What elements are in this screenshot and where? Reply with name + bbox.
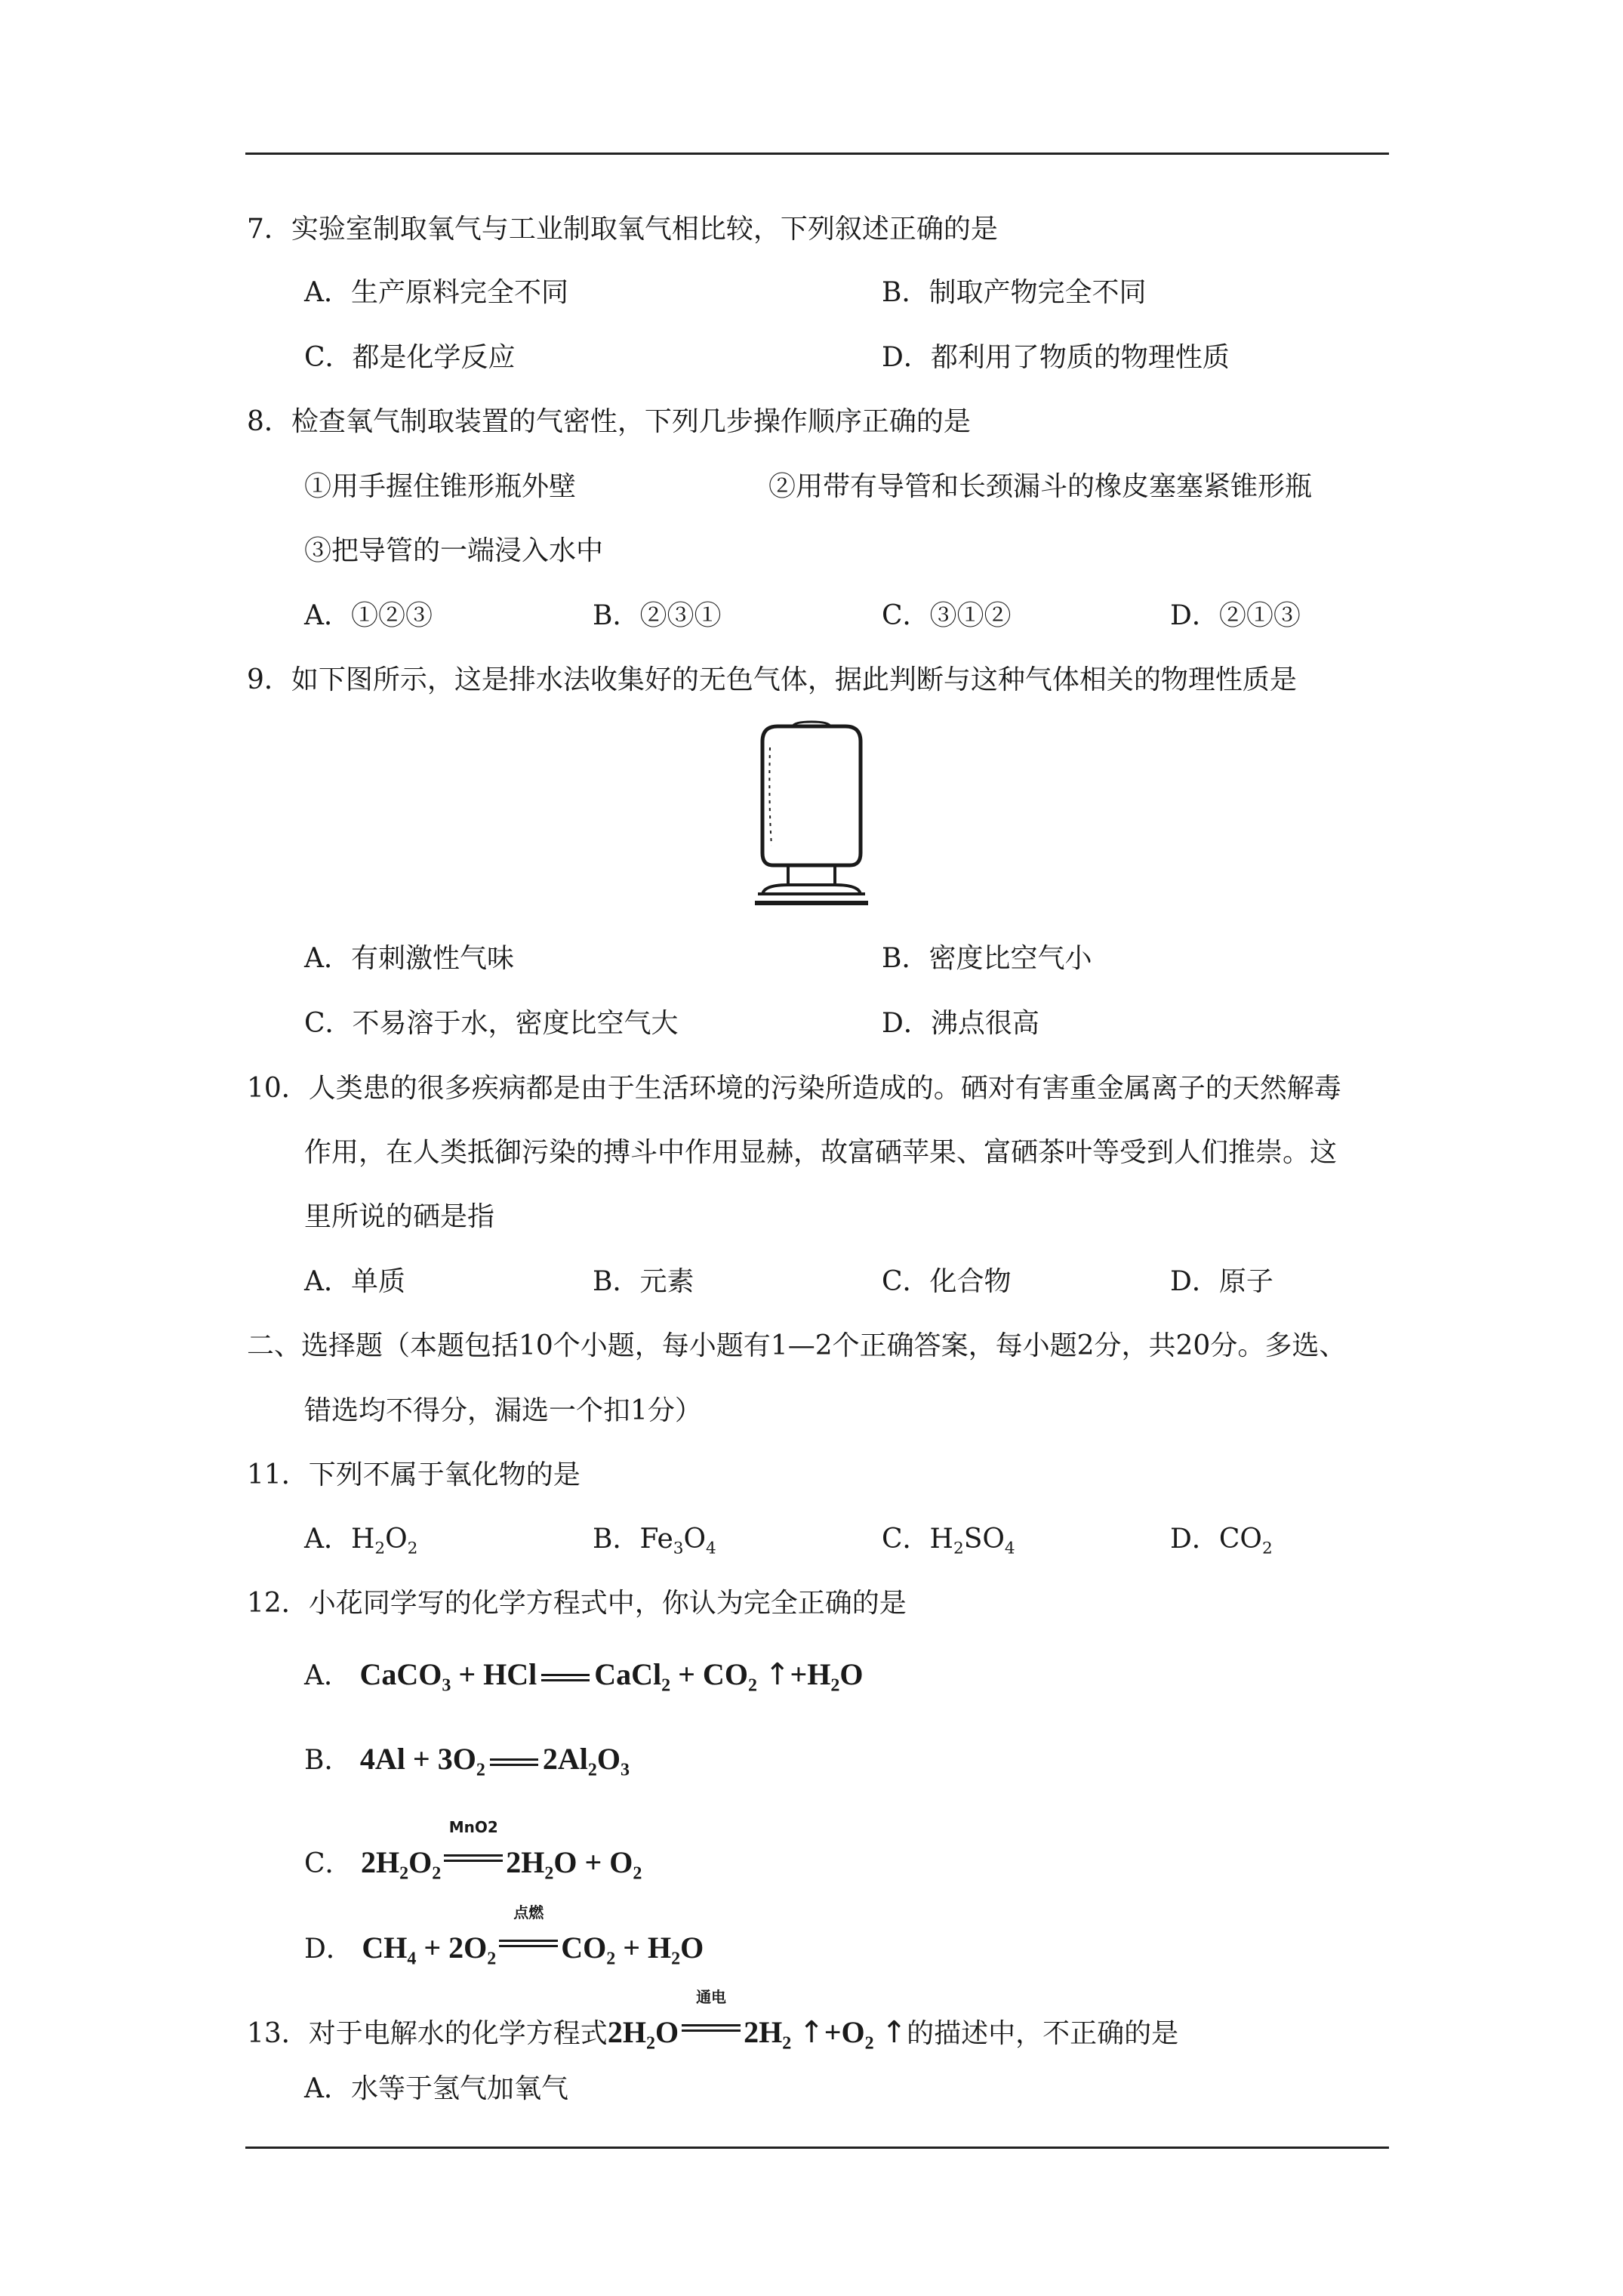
q7-option-b: B．制取产物完全不同 [882,277,1147,308]
q9-stem: 9．如下图所示，这是排水法收集好的无色气体，据此判断与这种气体相关的物理性质是 [247,664,1297,695]
q8-step-2: ②用带有导管和长颈漏斗的橡皮塞塞紧锥形瓶 [768,471,1313,502]
header-rule [245,153,1389,155]
q10-option-c: C．化合物 [882,1266,1012,1297]
footer-rule [245,2147,1389,2149]
q11-option-b: B．$Fe_3O_4$ [593,1524,716,1558]
q8-stem: 8．检查氧气制取装置的气密性，下列几步操作顺序正确的是 [247,406,971,437]
q10-stem-line-2: 作用，在人类抵御污染的搏斗中作用显赫，故富硒苹果、富硒茶叶等受到人们推崇。这 [304,1137,1338,1168]
q7-option-c: C．都是化学反应 [304,342,516,373]
q7-option-d: D．都利用了物质的物理性质 [882,342,1230,373]
q12-stem: 12．小花同学写的化学方程式中，你认为完全正确的是 [247,1588,907,1619]
q10-option-a: A．单质 [304,1266,405,1297]
q8-option-c: C．③①② [882,600,1012,631]
q11-option-c: C．$H_2SO_4$ [882,1524,1015,1558]
q11-option-d: D．$CO_2$ [1170,1524,1273,1558]
q9-option-a: A．有刺激性气味 [304,943,514,974]
q7-stem: 7．实验室制取氧气与工业制取氧气相比较，下列叙述正确的是 [247,214,998,245]
q10-option-b: B．元素 [593,1266,694,1297]
q13-option-a: A．水等于氢气加氧气 [304,2073,568,2104]
q12-option-b: B． $4Al + 3O_2$ $2Al_2O_3$ [304,1742,630,1780]
q10-stem-line-3: 里所说的硒是指 [304,1201,495,1232]
q12-option-c: C． $2H_2O_2$ MnO2 $2H_2O + O_2$ [304,1818,642,1884]
gas-jar-figure [747,717,876,914]
q8-option-b: B．②③① [593,600,722,631]
q7-option-a: A．生产原料完全不同 [304,277,568,308]
q13-stem: 13．对于电解水的化学方程式$2H_2O$ 通电 $2H_2$ $↑+O_2$ ↑的描述中，不正确的是 [247,1988,1179,2054]
q12-option-d: D． $CH_4 + 2O_2$ 点燃 $CO_2 + H_2O$ [304,1903,704,1969]
equation-b: $4Al + 3O_2$ $2Al_2O_3$ [359,1742,630,1780]
q9-option-c: C．不易溶于水，密度比空气大 [304,1008,679,1039]
q11-option-a: A．$H_2O_2$ [304,1524,418,1558]
q8-option-d: D．②①③ [1170,600,1301,631]
q8-step-1: ①用手握住锥形瓶外壁 [304,471,577,502]
q8-step-3: ③把导管的一端浸入水中 [304,535,604,566]
section-2-heading: 二、选择题（本题包括10个小题，每小题有1—2个正确答案，每小题2分，共20分。多选、 [247,1330,1347,1361]
equation-d: $CH_4 + 2O_2$ 点燃 $CO_2 + H_2O$ [362,1903,704,1969]
q10-option-d: D．原子 [1170,1266,1273,1297]
equation-a: CaCO$_3$ + HCl CaCl$_2$ + $CO_2$ $↑+H_2O$ [359,1657,864,1696]
q11-stem: 11．下列不属于氧化物的是 [247,1459,581,1490]
section-2-heading-cont: 错选均不得分，漏选一个扣1分） [304,1395,702,1426]
equation-c: $2H_2O_2$ MnO2 $2H_2O + O_2$ [361,1818,642,1884]
q8-option-a: A．①②③ [304,600,433,631]
q12-option-a: A． CaCO$_3$ + HCl CaCl$_2$ + $CO_2$ $↑+H_2O$ [304,1657,864,1696]
q9-option-b: B．密度比空气小 [882,943,1092,974]
equation-electrolysis: $2H_2O$ 通电 $2H_2$ $↑+O_2$ ↑ [607,1988,907,2054]
q10-stem-line-1: 10．人类患的很多疾病都是由于生活环境的污染所造成的。硒对有害重金属离子的天然解毒 [247,1073,1341,1104]
q9-option-d: D．沸点很高 [882,1008,1039,1039]
